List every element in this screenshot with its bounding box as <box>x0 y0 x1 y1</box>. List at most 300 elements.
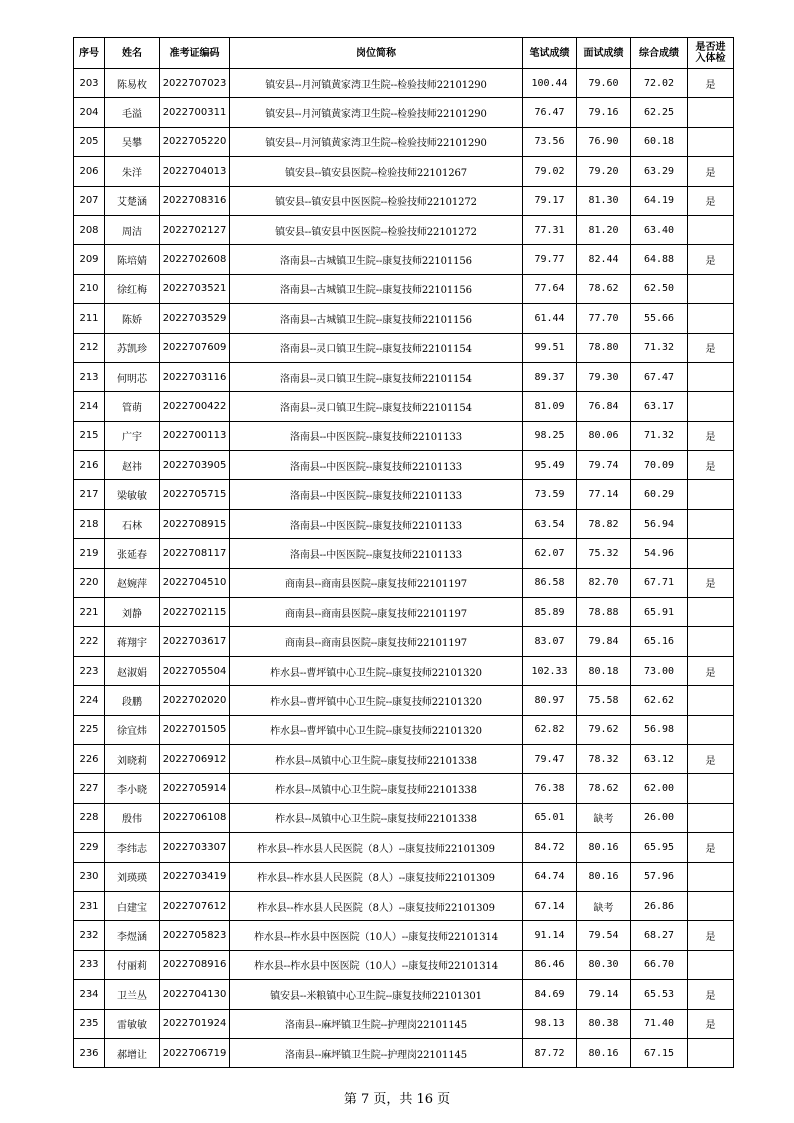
cell-exam-id: 2022703307 <box>160 833 230 862</box>
cell-post: 柞水县--柞水县中医医院（10人）--康复技师22101314 <box>230 950 523 979</box>
table-row <box>74 304 734 333</box>
cell-physical: 是 <box>688 69 734 98</box>
table-row <box>74 421 734 450</box>
cell-interview: 77.14 <box>577 480 631 509</box>
cell-post: 柞水县--凤镇中心卫生院--康复技师22101338 <box>230 744 523 773</box>
cell-interview: 81.20 <box>577 215 631 244</box>
cell-total: 63.40 <box>631 215 688 244</box>
cell-exam-id: 2022708915 <box>160 509 230 538</box>
cell-interview: 78.32 <box>577 744 631 773</box>
cell-written: 102.33 <box>523 656 577 685</box>
cell-physical: 是 <box>688 980 734 1009</box>
cell-total: 56.98 <box>631 715 688 744</box>
cell-written: 77.64 <box>523 274 577 303</box>
header-seq: 序号 <box>74 38 105 69</box>
cell-seq: 233 <box>74 950 105 979</box>
cell-physical <box>688 480 734 509</box>
cell-total: 60.18 <box>631 127 688 156</box>
table-row <box>74 715 734 744</box>
cell-post: 洛南县--中医医院--康复技师22101133 <box>230 480 523 509</box>
cell-exam-id: 2022705715 <box>160 480 230 509</box>
cell-total: 73.00 <box>631 656 688 685</box>
cell-interview: 82.44 <box>577 245 631 274</box>
cell-name: 李小晓 <box>105 774 160 803</box>
cell-interview: 79.54 <box>577 921 631 950</box>
cell-seq: 214 <box>74 392 105 421</box>
cell-name: 管萌 <box>105 392 160 421</box>
table-row <box>74 803 734 832</box>
header-physical-line1: 是否进 <box>695 42 726 53</box>
cell-interview: 76.90 <box>577 127 631 156</box>
cell-seq: 232 <box>74 921 105 950</box>
cell-name: 石林 <box>105 509 160 538</box>
cell-written: 86.58 <box>523 568 577 597</box>
cell-exam-id: 2022703905 <box>160 451 230 480</box>
cell-seq: 234 <box>74 980 105 1009</box>
cell-written: 83.07 <box>523 627 577 656</box>
cell-interview: 80.16 <box>577 862 631 891</box>
cell-seq: 217 <box>74 480 105 509</box>
cell-physical <box>688 715 734 744</box>
cell-interview: 78.88 <box>577 598 631 627</box>
cell-seq: 235 <box>74 1009 105 1038</box>
cell-exam-id: 2022707609 <box>160 333 230 362</box>
table-row <box>74 215 734 244</box>
cell-written: 73.56 <box>523 127 577 156</box>
cell-total: 65.91 <box>631 598 688 627</box>
cell-written: 77.31 <box>523 215 577 244</box>
cell-exam-id: 2022708916 <box>160 950 230 979</box>
cell-name: 吴攀 <box>105 127 160 156</box>
table-row <box>74 127 734 156</box>
table-row <box>74 480 734 509</box>
cell-written: 65.01 <box>523 803 577 832</box>
table-row <box>74 245 734 274</box>
header-written: 笔试成绩 <box>523 38 577 69</box>
cell-interview: 79.16 <box>577 98 631 127</box>
cell-exam-id: 2022707612 <box>160 891 230 920</box>
cell-seq: 222 <box>74 627 105 656</box>
cell-seq: 211 <box>74 304 105 333</box>
cell-physical <box>688 627 734 656</box>
cell-interview: 79.84 <box>577 627 631 656</box>
cell-total: 63.29 <box>631 157 688 186</box>
cell-name: 蒋翔宇 <box>105 627 160 656</box>
cell-total: 70.09 <box>631 451 688 480</box>
table-row <box>74 568 734 597</box>
cell-exam-id: 2022704013 <box>160 157 230 186</box>
cell-name: 郝增让 <box>105 1038 160 1067</box>
cell-exam-id: 2022700311 <box>160 98 230 127</box>
cell-physical: 是 <box>688 744 734 773</box>
cell-total: 71.32 <box>631 333 688 362</box>
cell-total: 62.00 <box>631 774 688 803</box>
cell-written: 73.59 <box>523 480 577 509</box>
cell-physical: 是 <box>688 421 734 450</box>
cell-total: 72.02 <box>631 69 688 98</box>
cell-name: 陈易枚 <box>105 69 160 98</box>
cell-written: 99.51 <box>523 333 577 362</box>
cell-interview: 79.30 <box>577 362 631 391</box>
cell-seq: 230 <box>74 862 105 891</box>
cell-interview: 78.82 <box>577 509 631 538</box>
header-name: 姓名 <box>105 38 160 69</box>
table-body <box>74 69 734 1068</box>
table-row <box>74 451 734 480</box>
cell-name: 雷敏敏 <box>105 1009 160 1038</box>
cell-written: 79.02 <box>523 157 577 186</box>
cell-interview: 78.62 <box>577 774 631 803</box>
cell-exam-id: 2022703617 <box>160 627 230 656</box>
table-row <box>74 921 734 950</box>
cell-total: 54.96 <box>631 539 688 568</box>
cell-written: 98.13 <box>523 1009 577 1038</box>
cell-post: 洛南县--灵口镇卫生院--康复技师22101154 <box>230 392 523 421</box>
cell-post: 洛南县--中医医院--康复技师22101133 <box>230 539 523 568</box>
cell-post: 洛南县--中医医院--康复技师22101133 <box>230 509 523 538</box>
cell-written: 67.14 <box>523 891 577 920</box>
table-row <box>74 157 734 186</box>
cell-exam-id: 2022708316 <box>160 186 230 215</box>
cell-physical <box>688 392 734 421</box>
cell-name: 陈培婧 <box>105 245 160 274</box>
cell-written: 79.17 <box>523 186 577 215</box>
cell-name: 刘静 <box>105 598 160 627</box>
table-row <box>74 98 734 127</box>
cell-physical: 是 <box>688 921 734 950</box>
cell-total: 65.16 <box>631 627 688 656</box>
cell-name: 赵淑娟 <box>105 656 160 685</box>
table-header-row <box>74 38 734 69</box>
cell-post: 镇安县--米粮镇中心卫生院--康复技师22101301 <box>230 980 523 1009</box>
table-row <box>74 980 734 1009</box>
cell-physical: 是 <box>688 833 734 862</box>
cell-seq: 229 <box>74 833 105 862</box>
cell-post: 洛南县--古城镇卫生院--康复技师22101156 <box>230 304 523 333</box>
cell-seq: 231 <box>74 891 105 920</box>
cell-seq: 207 <box>74 186 105 215</box>
cell-exam-id: 2022705220 <box>160 127 230 156</box>
table-row <box>74 833 734 862</box>
cell-seq: 227 <box>74 774 105 803</box>
cell-post: 柞水县--柞水县人民医院（8人）--康复技师22101309 <box>230 891 523 920</box>
cell-written: 89.37 <box>523 362 577 391</box>
cell-exam-id: 2022702608 <box>160 245 230 274</box>
cell-physical <box>688 215 734 244</box>
cell-physical: 是 <box>688 1009 734 1038</box>
table-row <box>74 392 734 421</box>
cell-post: 镇安县--月河镇黄家湾卫生院--检验技师22101290 <box>230 69 523 98</box>
page-footer: 第 7 页，共 16 页 <box>343 1092 451 1107</box>
table-row <box>74 686 734 715</box>
header-exam-id: 准考证编码 <box>160 38 230 69</box>
header-interview: 面试成绩 <box>577 38 631 69</box>
cell-exam-id: 2022707023 <box>160 69 230 98</box>
cell-written: 76.47 <box>523 98 577 127</box>
cell-seq: 215 <box>74 421 105 450</box>
cell-post: 洛南县--中医医院--康复技师22101133 <box>230 451 523 480</box>
header-post: 岗位简称 <box>230 38 523 69</box>
cell-name: 广宇 <box>105 421 160 450</box>
cell-name: 陈娇 <box>105 304 160 333</box>
cell-exam-id: 2022700113 <box>160 421 230 450</box>
cell-physical: 是 <box>688 157 734 186</box>
cell-seq: 205 <box>74 127 105 156</box>
cell-post: 柞水县--凤镇中心卫生院--康复技师22101338 <box>230 774 523 803</box>
cell-seq: 206 <box>74 157 105 186</box>
cell-total: 62.25 <box>631 98 688 127</box>
cell-written: 61.44 <box>523 304 577 333</box>
cell-name: 艾楚涵 <box>105 186 160 215</box>
cell-written: 86.46 <box>523 950 577 979</box>
cell-written: 81.09 <box>523 392 577 421</box>
cell-exam-id: 2022705823 <box>160 921 230 950</box>
cell-written: 76.38 <box>523 774 577 803</box>
cell-name: 赵祎 <box>105 451 160 480</box>
cell-written: 62.07 <box>523 539 577 568</box>
cell-exam-id: 2022701924 <box>160 1009 230 1038</box>
cell-physical <box>688 362 734 391</box>
table-row <box>74 774 734 803</box>
cell-seq: 203 <box>74 69 105 98</box>
cell-exam-id: 2022705914 <box>160 774 230 803</box>
table-row <box>74 186 734 215</box>
cell-name: 李纬志 <box>105 833 160 862</box>
cell-interview: 76.84 <box>577 392 631 421</box>
cell-name: 李煜涵 <box>105 921 160 950</box>
cell-physical <box>688 1038 734 1067</box>
cell-post: 商南县--商南县医院--康复技师22101197 <box>230 568 523 597</box>
cell-exam-id: 2022703521 <box>160 274 230 303</box>
cell-seq: 228 <box>74 803 105 832</box>
cell-interview: 80.18 <box>577 656 631 685</box>
cell-total: 66.70 <box>631 950 688 979</box>
cell-exam-id: 2022704130 <box>160 980 230 1009</box>
cell-name: 付丽莉 <box>105 950 160 979</box>
cell-post: 洛南县--灵口镇卫生院--康复技师22101154 <box>230 362 523 391</box>
cell-interview: 75.58 <box>577 686 631 715</box>
cell-post: 柞水县--曹坪镇中心卫生院--康复技师22101320 <box>230 715 523 744</box>
cell-written: 79.47 <box>523 744 577 773</box>
cell-physical: 是 <box>688 451 734 480</box>
cell-physical: 是 <box>688 568 734 597</box>
cell-interview: 77.70 <box>577 304 631 333</box>
cell-exam-id: 2022705504 <box>160 656 230 685</box>
cell-post: 洛南县--灵口镇卫生院--康复技师22101154 <box>230 333 523 362</box>
cell-interview: 80.30 <box>577 950 631 979</box>
cell-total: 26.86 <box>631 891 688 920</box>
cell-post: 镇安县--镇安县中医医院--检验技师22101272 <box>230 186 523 215</box>
cell-interview: 79.74 <box>577 451 631 480</box>
cell-written: 79.77 <box>523 245 577 274</box>
cell-written: 84.69 <box>523 980 577 1009</box>
cell-written: 80.97 <box>523 686 577 715</box>
cell-total: 64.88 <box>631 245 688 274</box>
table-row <box>74 1009 734 1038</box>
cell-interview: 79.60 <box>577 69 631 98</box>
cell-interview: 79.14 <box>577 980 631 1009</box>
table-row <box>74 274 734 303</box>
cell-post: 洛南县--古城镇卫生院--康复技师22101156 <box>230 245 523 274</box>
cell-total: 65.95 <box>631 833 688 862</box>
cell-physical: 是 <box>688 186 734 215</box>
cell-physical: 是 <box>688 245 734 274</box>
table-row <box>74 744 734 773</box>
cell-total: 57.96 <box>631 862 688 891</box>
cell-post: 镇安县--镇安县医院--检验技师22101267 <box>230 157 523 186</box>
table-row <box>74 891 734 920</box>
cell-interview: 78.62 <box>577 274 631 303</box>
cell-physical <box>688 304 734 333</box>
cell-exam-id: 2022703116 <box>160 362 230 391</box>
cell-post: 洛南县--麻坪镇卫生院--护理岗22101145 <box>230 1009 523 1038</box>
cell-seq: 226 <box>74 744 105 773</box>
cell-physical <box>688 539 734 568</box>
cell-name: 张延春 <box>105 539 160 568</box>
cell-total: 26.00 <box>631 803 688 832</box>
cell-name: 苏凯珍 <box>105 333 160 362</box>
cell-name: 段鹏 <box>105 686 160 715</box>
cell-total: 64.19 <box>631 186 688 215</box>
cell-physical <box>688 509 734 538</box>
cell-interview: 80.16 <box>577 1038 631 1067</box>
cell-physical <box>688 98 734 127</box>
table-row <box>74 950 734 979</box>
cell-total: 68.27 <box>631 921 688 950</box>
cell-interview: 78.80 <box>577 333 631 362</box>
cell-name: 刘瑛瑛 <box>105 862 160 891</box>
table-row <box>74 333 734 362</box>
cell-physical <box>688 774 734 803</box>
cell-physical <box>688 274 734 303</box>
cell-name: 赵婉萍 <box>105 568 160 597</box>
table-row <box>74 69 734 98</box>
table-row <box>74 656 734 685</box>
cell-written: 87.72 <box>523 1038 577 1067</box>
cell-name: 卫兰丛 <box>105 980 160 1009</box>
cell-exam-id: 2022706108 <box>160 803 230 832</box>
cell-exam-id: 2022703529 <box>160 304 230 333</box>
cell-post: 洛南县--麻坪镇卫生院--护理岗22101145 <box>230 1038 523 1067</box>
header-physical-line2: 入体检 <box>695 53 726 64</box>
cell-exam-id: 2022701505 <box>160 715 230 744</box>
cell-exam-id: 2022703419 <box>160 862 230 891</box>
cell-post: 柞水县--曹坪镇中心卫生院--康复技师22101320 <box>230 686 523 715</box>
cell-exam-id: 2022702115 <box>160 598 230 627</box>
cell-seq: 220 <box>74 568 105 597</box>
cell-seq: 213 <box>74 362 105 391</box>
cell-physical: 是 <box>688 333 734 362</box>
cell-post: 商南县--商南县医院--康复技师22101197 <box>230 598 523 627</box>
header-total: 综合成绩 <box>631 38 688 69</box>
cell-seq: 210 <box>74 274 105 303</box>
cell-total: 56.94 <box>631 509 688 538</box>
cell-total: 63.12 <box>631 744 688 773</box>
cell-seq: 212 <box>74 333 105 362</box>
cell-seq: 224 <box>74 686 105 715</box>
cell-interview: 80.06 <box>577 421 631 450</box>
table-row <box>74 627 734 656</box>
cell-written: 98.25 <box>523 421 577 450</box>
table-row <box>74 539 734 568</box>
cell-post: 洛南县--中医医院--康复技师22101133 <box>230 421 523 450</box>
cell-post: 商南县--商南县医院--康复技师22101197 <box>230 627 523 656</box>
cell-written: 62.82 <box>523 715 577 744</box>
cell-physical <box>688 127 734 156</box>
cell-exam-id: 2022704510 <box>160 568 230 597</box>
cell-written: 64.74 <box>523 862 577 891</box>
cell-post: 柞水县--柞水县中医医院（10人）--康复技师22101314 <box>230 921 523 950</box>
cell-name: 殷伟 <box>105 803 160 832</box>
cell-seq: 221 <box>74 598 105 627</box>
cell-interview: 75.32 <box>577 539 631 568</box>
table-row <box>74 598 734 627</box>
cell-physical: 是 <box>688 656 734 685</box>
cell-exam-id: 2022706719 <box>160 1038 230 1067</box>
cell-post: 柞水县--柞水县人民医院（8人）--康复技师22101309 <box>230 833 523 862</box>
cell-name: 毛溢 <box>105 98 160 127</box>
cell-total: 71.40 <box>631 1009 688 1038</box>
table-row <box>74 862 734 891</box>
cell-name: 周洁 <box>105 215 160 244</box>
header-physical <box>688 38 734 69</box>
cell-total: 63.17 <box>631 392 688 421</box>
cell-interview: 82.70 <box>577 568 631 597</box>
cell-total: 60.29 <box>631 480 688 509</box>
cell-seq: 204 <box>74 98 105 127</box>
cell-name: 白建宝 <box>105 891 160 920</box>
cell-written: 63.54 <box>523 509 577 538</box>
cell-exam-id: 2022706912 <box>160 744 230 773</box>
cell-written: 95.49 <box>523 451 577 480</box>
cell-seq: 223 <box>74 656 105 685</box>
cell-total: 67.71 <box>631 568 688 597</box>
cell-post: 镇安县--月河镇黄家湾卫生院--检验技师22101290 <box>230 127 523 156</box>
cell-interview: 80.16 <box>577 833 631 862</box>
cell-post: 柞水县--曹坪镇中心卫生院--康复技师22101320 <box>230 656 523 685</box>
cell-seq: 209 <box>74 245 105 274</box>
cell-seq: 225 <box>74 715 105 744</box>
cell-interview: 81.30 <box>577 186 631 215</box>
cell-total: 67.15 <box>631 1038 688 1067</box>
cell-total: 62.50 <box>631 274 688 303</box>
cell-interview: 79.62 <box>577 715 631 744</box>
score-table <box>73 37 734 1068</box>
cell-post: 柞水县--凤镇中心卫生院--康复技师22101338 <box>230 803 523 832</box>
cell-physical <box>688 686 734 715</box>
cell-written: 100.44 <box>523 69 577 98</box>
cell-name: 刘晓莉 <box>105 744 160 773</box>
cell-name: 朱洋 <box>105 157 160 186</box>
cell-written: 84.72 <box>523 833 577 862</box>
cell-name: 徐宜炜 <box>105 715 160 744</box>
cell-exam-id: 2022702020 <box>160 686 230 715</box>
cell-physical <box>688 950 734 979</box>
cell-post: 柞水县--柞水县人民医院（8人）--康复技师22101309 <box>230 862 523 891</box>
cell-seq: 236 <box>74 1038 105 1067</box>
cell-total: 62.62 <box>631 686 688 715</box>
cell-written: 85.89 <box>523 598 577 627</box>
cell-total: 65.53 <box>631 980 688 1009</box>
cell-total: 71.32 <box>631 421 688 450</box>
cell-interview: 缺考 <box>577 803 631 832</box>
table-row <box>74 1038 734 1067</box>
cell-interview: 缺考 <box>577 891 631 920</box>
cell-interview: 79.20 <box>577 157 631 186</box>
cell-seq: 218 <box>74 509 105 538</box>
cell-physical <box>688 803 734 832</box>
cell-seq: 216 <box>74 451 105 480</box>
